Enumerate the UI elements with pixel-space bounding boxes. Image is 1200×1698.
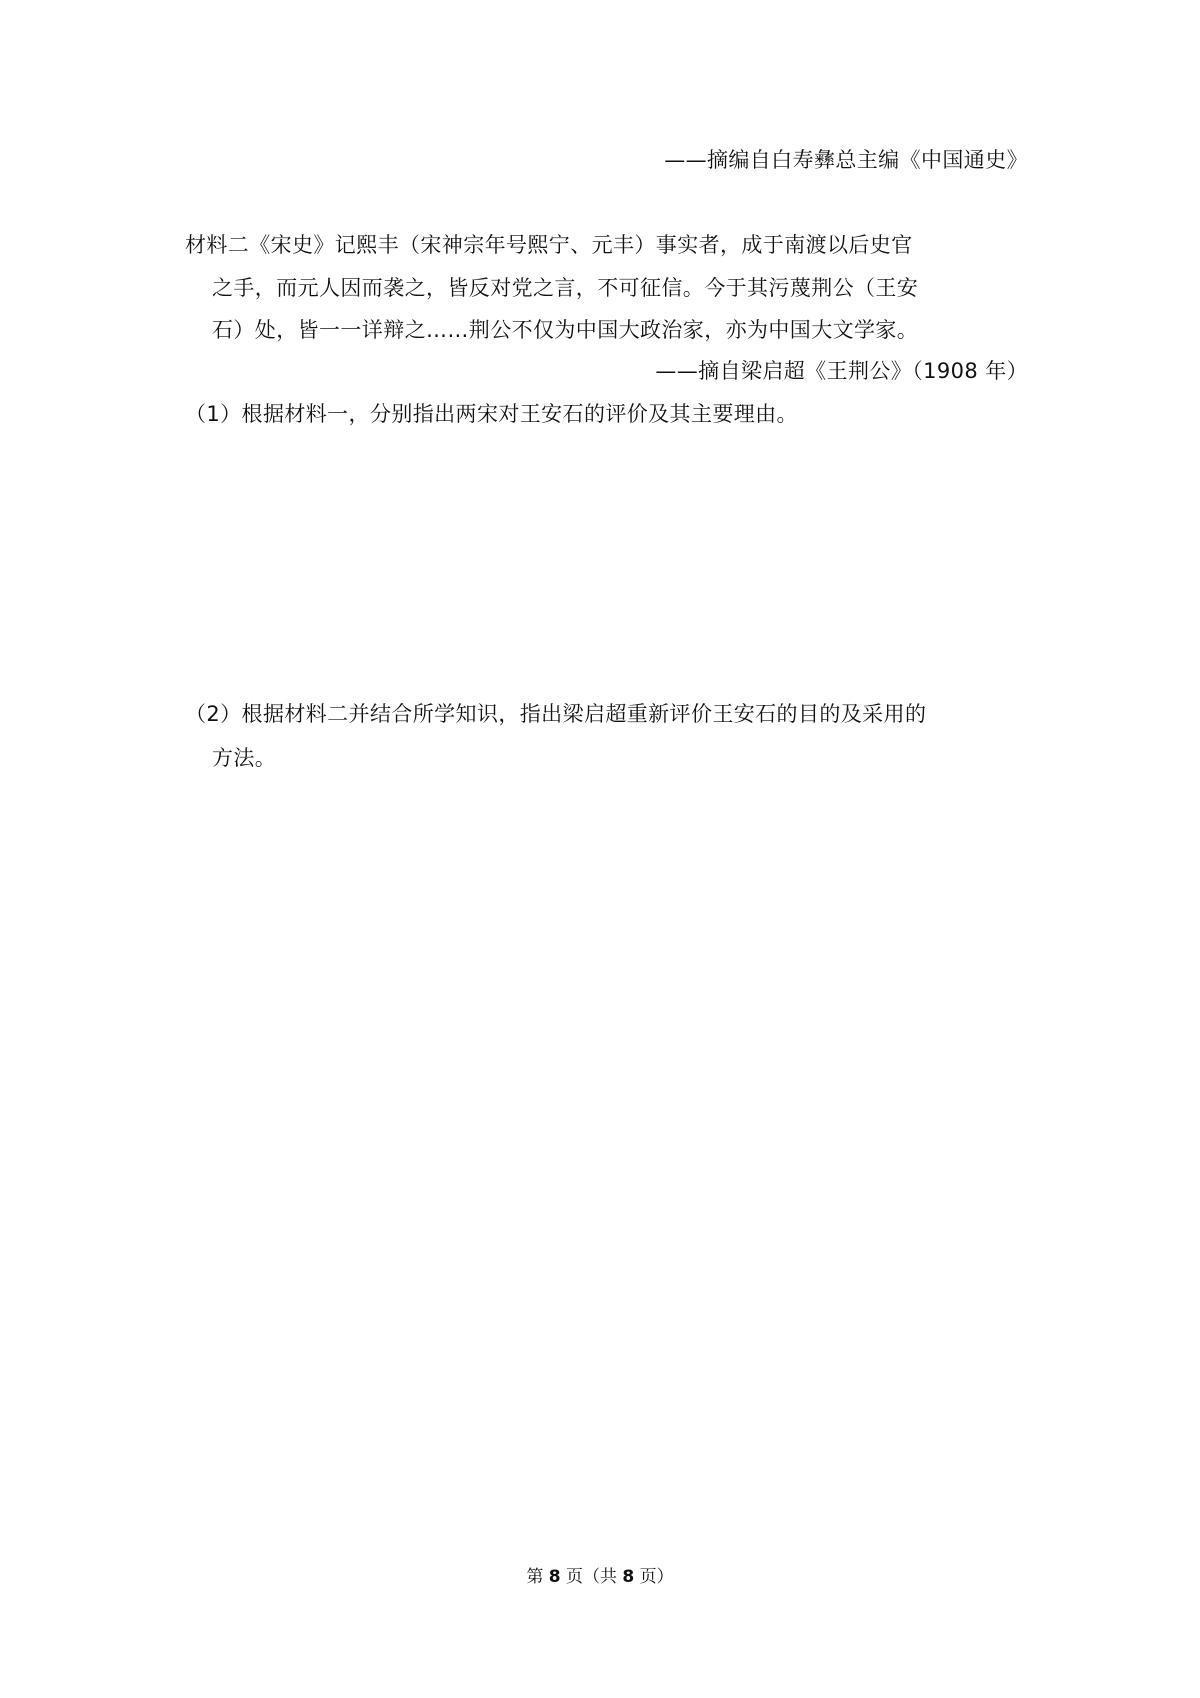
footer-page-number: 8 [548,1567,561,1587]
footer-middle: 页（共 [560,1567,623,1587]
material2-line2: 之手，而元人因而袭之，皆反对党之言，不可征信。今于其污蔑荆公（王安 [212,276,919,300]
question-1: （1）根据材料一，分别指出两宋对王安石的评价及其主要理由。 [185,402,798,426]
question-2-line1: （2）根据材料二并结合所学知识，指出梁启超重新评价王安石的目的及采用的 [185,702,927,726]
material2-citation: ——摘自梁启超《王荆公》（1908 年） [655,359,1028,383]
footer-suffix: 页） [634,1567,674,1587]
footer-total-pages: 8 [622,1567,635,1587]
footer-prefix: 第 [526,1567,549,1587]
material2-line3: 石）处，皆一一详辩之……荆公不仅为中国大政治家，亦为中国大文学家。 [212,318,919,342]
page-footer [0,1566,1200,1588]
material2-line1: 材料二《宋史》记熙丰（宋神宗年号熙宁、元丰）事实者，成于南渡以后史官 [185,233,913,257]
question-2-line2: 方法。 [212,746,277,770]
source1-citation: ——摘编自白寿彝总主编《中国通史》 [664,148,1028,172]
